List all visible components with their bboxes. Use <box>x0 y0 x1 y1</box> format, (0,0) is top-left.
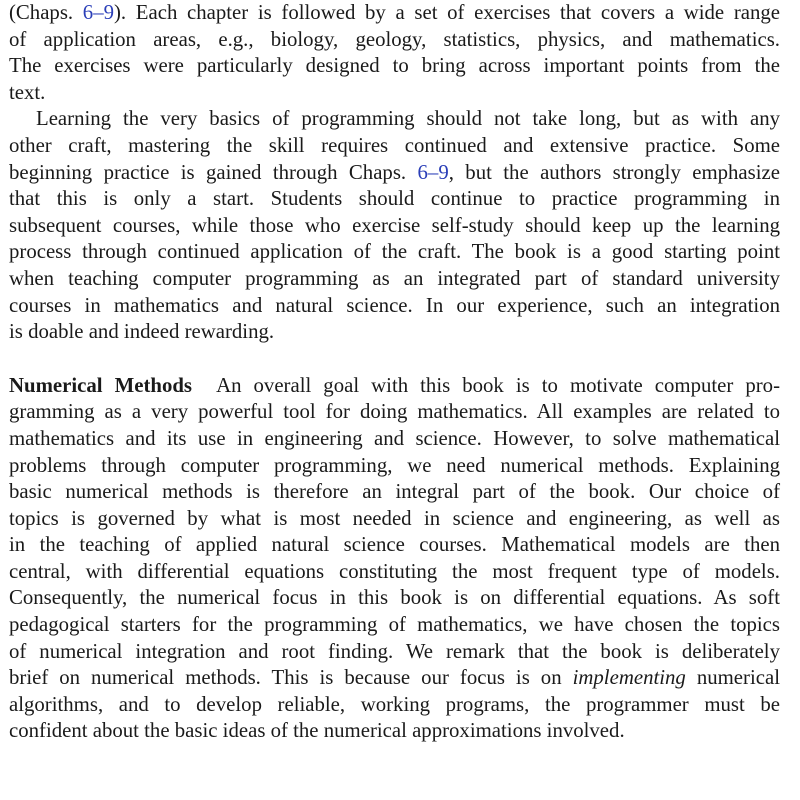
chapter-reference-link[interactable]: 6–9 <box>417 160 449 184</box>
text-run: subsequent courses, while those who exercise self-study should keep up the learning <box>9 213 780 237</box>
paragraph-gap <box>9 346 780 373</box>
text-line <box>9 692 780 719</box>
text-run: Consequently, the numerical focus in this book is on differential equations. As soft <box>9 586 780 610</box>
emphasis-text: implementing <box>572 666 686 690</box>
text-line <box>9 532 780 559</box>
text-line <box>9 426 780 453</box>
text-line <box>9 293 780 320</box>
text-line <box>9 479 780 506</box>
text-line <box>9 27 780 54</box>
text-line <box>9 639 780 666</box>
text-run: other craft, mastering the skill requires continued and extensive practice. Some <box>9 133 780 157</box>
text-run: topics is governed by what is most needed in science and engineering, as well as <box>9 506 780 530</box>
text-line <box>9 239 780 266</box>
text-run: algorithms, and to develop reliable, working programs, the programmer must be <box>9 692 780 716</box>
text-line <box>9 266 780 293</box>
text-line <box>9 718 780 745</box>
text-line <box>9 160 780 187</box>
document-page <box>9 0 780 800</box>
paragraph-practice <box>9 106 780 345</box>
text-line <box>9 133 780 160</box>
section-numerical-methods <box>9 373 780 745</box>
text-line <box>9 665 780 692</box>
text-run: is doable and indeed rewarding. <box>9 320 275 344</box>
text-run: The exercises were particularly designed to bring across important points from the <box>9 54 780 78</box>
text-run: process through continued application of the craft. The book is a good starting point <box>9 240 780 264</box>
text-line <box>9 399 780 426</box>
text-line <box>9 0 780 27</box>
text-run: when teaching computer programming as an integrated part of standard university <box>9 266 780 290</box>
text-run: , but the authors strongly emphasize <box>448 160 780 184</box>
section-heading: Numerical Methods <box>9 373 192 397</box>
chapter-reference-link[interactable]: 6–9 <box>82 1 114 24</box>
text-run: gramming as a very powerful tool for doing mathematics. All examples are related to <box>9 400 780 424</box>
text-line <box>9 453 780 480</box>
text-line <box>9 585 780 612</box>
text-run: basic numerical methods is therefore an integral part of the book. Our choice of <box>9 480 780 504</box>
text-run: confident about the basic ideas of the numerical approximations involved. <box>9 719 625 743</box>
text-run: Learning the very basics of programming should not take long, but as with any <box>36 107 780 131</box>
text-line <box>9 213 780 240</box>
text-run: that this is only a start. Students should continue to practice programming in <box>9 187 780 211</box>
text-line <box>9 186 780 213</box>
text-run: text. <box>9 80 46 104</box>
text-line <box>9 559 780 586</box>
text-run: problems through computer programming, we need numerical methods. Explaining <box>9 453 780 477</box>
text-run: of application areas, e.g., biology, geology, statistics, physics, and mathematics. <box>9 27 780 51</box>
text-run: central, with differential equations constituting the most frequent type of models. <box>9 559 780 583</box>
text-line <box>9 373 780 400</box>
heading-spacer <box>192 374 216 397</box>
text-run: in the teaching of applied natural science courses. Mathematical models are then <box>9 533 780 557</box>
text-line <box>9 106 780 133</box>
text-line <box>9 319 780 346</box>
paragraph-exercises <box>9 0 780 106</box>
text-run: mathematics and its use in engineering and science. However, to solve mathematical <box>9 426 780 450</box>
text-run: ). Each chapter is followed by a set of exercises that covers a wide range <box>114 1 780 24</box>
text-line <box>9 612 780 639</box>
text-run: courses in mathematics and natural science. In our experience, such an integration <box>9 293 780 317</box>
text-run: pedagogical starters for the programming of mathematics, we have chosen the topics <box>9 613 780 637</box>
text-line <box>9 506 780 533</box>
text-run: (Chaps. <box>9 1 83 24</box>
text-line <box>9 80 780 107</box>
text-run: numerical <box>685 666 780 690</box>
text-run: beginning practice is gained through Chaps. <box>9 160 418 184</box>
text-run: of numerical integration and root finding. We remark that the book is deliberately <box>9 639 780 663</box>
text-run: An overall goal with this book is to motivate computer pro- <box>216 373 780 397</box>
text-line <box>9 53 780 80</box>
text-run: brief on numerical methods. This is because our focus is on <box>9 666 573 690</box>
